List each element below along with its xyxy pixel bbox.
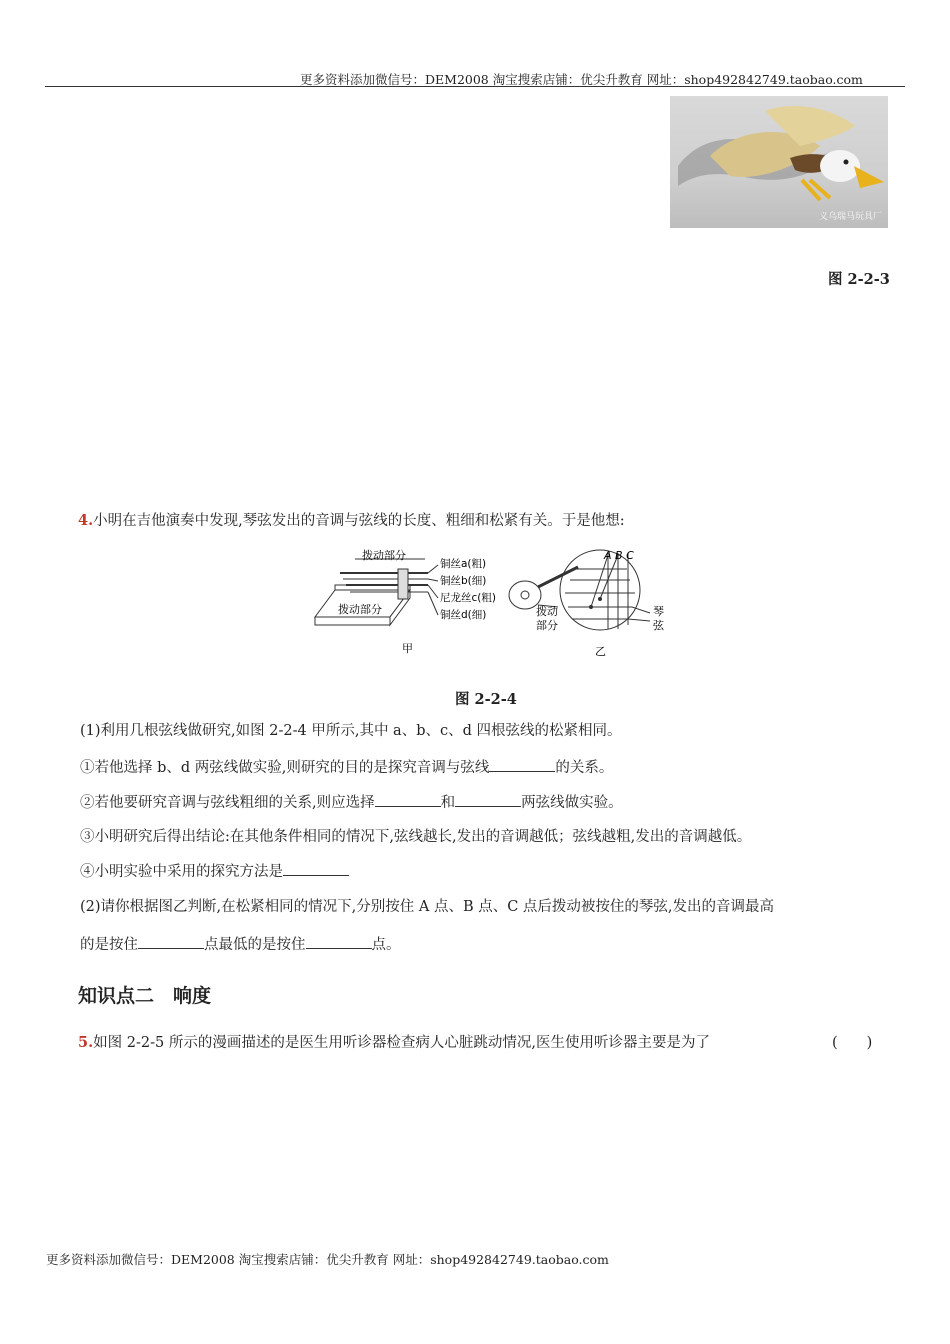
question-4-sub-3: ③小明研究后得出结论:在其他条件相同的情况下,弦线越长,发出的音调越低；弦线越粗,发出的音调越低。 <box>80 829 752 845</box>
question-4-sub-4 <box>80 861 349 882</box>
question-4-number: 4. <box>78 512 94 529</box>
jia-bottom-label: 拨动部分 <box>338 603 382 616</box>
photo-watermark: 义乌瑞马玩具厂 <box>818 212 882 222</box>
question-4-text: 小明在吉他演奏中发现,琴弦发出的音调与弦线的长度、粗细和松紧有关。于是他想: <box>93 513 625 529</box>
answer-blank[interactable] <box>455 792 521 807</box>
page-footer: 更多资料添加微信号：DEM2008 淘宝搜索店铺：优尖升教育 网址：shop492842749.taobao.com <box>46 1252 609 1267</box>
sub-2-text-a: ②若他要研究音调与弦线粗细的关系,则应选择 <box>80 795 375 811</box>
string-c-label: 尼龙丝c(粗) <box>440 592 496 604</box>
part-2-text-a: 的是按住 <box>80 937 138 953</box>
question-4-sub-2 <box>80 792 623 813</box>
answer-blank[interactable] <box>283 861 349 876</box>
fig-jia-label: 甲 <box>402 642 413 655</box>
string-a-label: 铜丝a(粗) <box>440 558 487 570</box>
fig-yi-label: 乙 <box>595 645 606 658</box>
jia-top-label: 拨动部分 <box>362 549 406 562</box>
string-b-label: 铜丝b(细) <box>440 575 487 587</box>
sub-2-text-c: 两弦线做实验。 <box>521 795 623 811</box>
yi-pluck-label-1: 拨动 <box>536 605 558 618</box>
sub-4-text: ④小明实验中采用的探究方法是 <box>80 864 283 880</box>
question-4-part-1: (1)利用几根弦线做研究,如图 2-2-4 甲所示,其中 a、b、c、d 四根弦线的松紧相同。 <box>80 723 622 739</box>
yi-strings-label-2: 弦 <box>653 619 664 632</box>
sub-1-text-a: ①若他选择 b、d 两弦线做实验,则研究的目的是探究音调与弦线 <box>80 760 490 776</box>
string-d-label: 铜丝d(细) <box>440 609 487 621</box>
string-experiment-svg <box>310 545 680 660</box>
answer-blank[interactable] <box>138 934 204 949</box>
figure-caption-2-2-4: 图 2-2-4 <box>455 691 517 708</box>
figure-2-2-4-diagram <box>310 545 680 660</box>
figure-caption-2-2-3: 图 2-2-3 <box>828 271 890 288</box>
eagle-toy-photo <box>670 96 888 228</box>
question-4-sub-1 <box>80 757 613 778</box>
sub-1-text-b: 的关系。 <box>555 760 614 776</box>
question-5-stem <box>78 1033 710 1053</box>
page-header: 更多资料添加微信号：DEM2008 淘宝搜索店铺：优尖升教育 网址：shop492842749.taobao.com <box>300 72 863 87</box>
answer-paren[interactable]: ( ) <box>832 1035 873 1051</box>
part-2-text-b: 点最低的是按住 <box>204 937 306 953</box>
question-4-part-2-line-1: (2)请你根据图乙判断,在松紧相同的情况下,分别按住 A 点、B 点、C 点后拨动被按住的琴弦,发出的音调最高 <box>80 899 775 915</box>
answer-blank[interactable] <box>375 792 441 807</box>
question-4-part-2-line-2 <box>80 934 401 955</box>
points-abc-label: A B C <box>604 549 634 562</box>
question-5-text: 如图 2-2-5 所示的漫画描述的是医生用听诊器检查病人心脏跳动情况,医生使用听诊器主要是为了 <box>93 1035 710 1051</box>
header-divider <box>45 86 905 87</box>
sub-2-text-b: 和 <box>440 795 456 811</box>
yi-pluck-label-2: 部分 <box>536 619 558 632</box>
question-4-stem <box>78 511 625 531</box>
yi-strings-label-1: 琴 <box>653 605 664 618</box>
section-heading: 知识点二 响度 <box>78 985 212 1007</box>
answer-blank[interactable] <box>306 934 372 949</box>
part-2-text-c: 点。 <box>371 937 401 953</box>
question-5-number: 5. <box>78 1034 94 1051</box>
answer-blank[interactable] <box>489 757 555 772</box>
